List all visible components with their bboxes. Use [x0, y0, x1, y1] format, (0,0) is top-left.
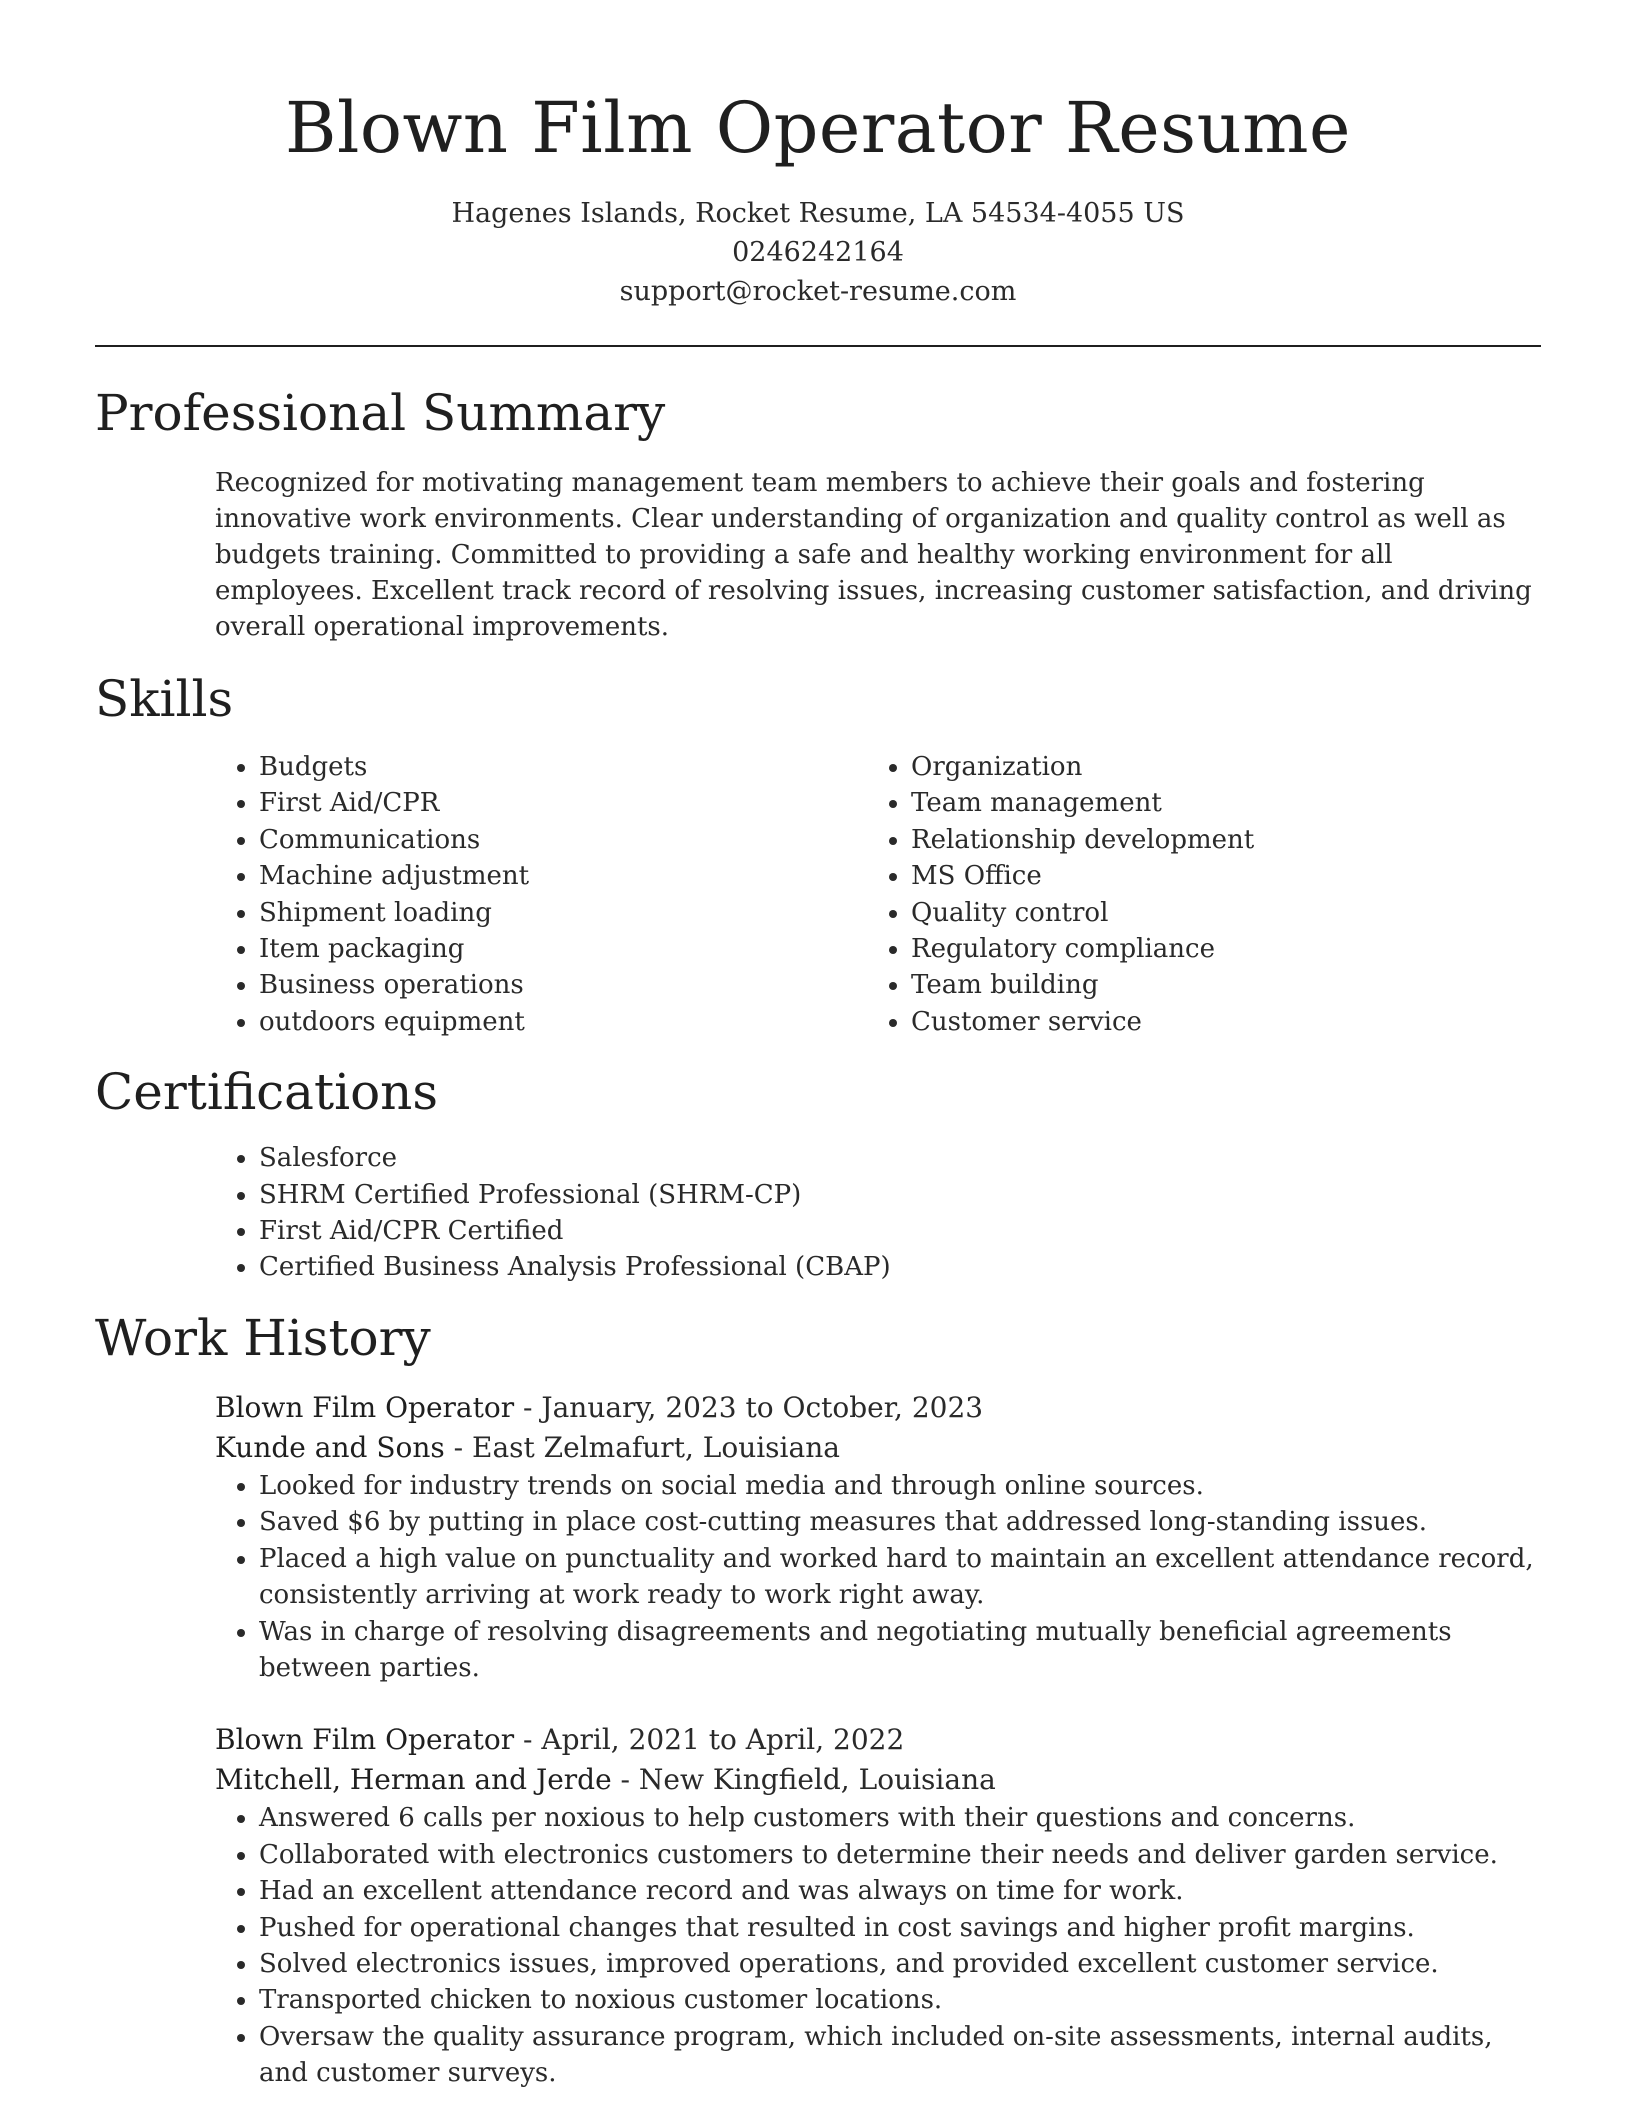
summary-text: Recognized for motivating management team members to achieve their goals and fostering innovative work environments. Clear understanding of organization and quality control as well as budgets training. Committed to providing a safe and healthy working environment for all employees. Excellent track record of resolving issues, increasing customer satisfaction, and driving overall operational improvements. [215, 468, 1532, 642]
job-dates: - April, 2021 to April, 2022 [514, 1723, 905, 1757]
skill-item: • Customer service [911, 1004, 1519, 1040]
contact-address: Hagenes Islands, Rocket Resume, LA 54534-4055 US [451, 198, 1185, 229]
skills-section [95, 669, 1541, 1040]
resume-page [95, 0, 1541, 2092]
job-title: Blown Film Operator [215, 1723, 515, 1757]
job-entry [95, 1388, 1541, 1686]
resume-header [95, 0, 1541, 311]
skill-item: • Machine adjustment [259, 858, 867, 894]
job-bullet: • Placed a high value on punctuality and worked hard to maintain an excellent attendance record, consistently arriving at work ready to work right away. [259, 1541, 1541, 1614]
job-dates: - January, 2023 to October, 2023 [514, 1390, 984, 1424]
certification-item: • Certified Business Analysis Professional (CBAP) [259, 1249, 1541, 1285]
job-location: - East Zelmafurt, Louisiana [444, 1430, 840, 1464]
job-bullet: • Looked for industry trends on social media and through online sources. [259, 1468, 1541, 1504]
skill-item: • Organization [911, 749, 1519, 785]
header-divider [95, 345, 1541, 347]
work-history-section [95, 1308, 1541, 2092]
certification-item: • SHRM Certified Professional (SHRM-CP) [259, 1177, 1541, 1213]
job-title-line [215, 1388, 1541, 1428]
job-bullet: • Was in charge of resolving disagreements and negotiating mutually beneficial agreements between parties. [259, 1614, 1541, 1687]
certification-item: • Salesforce [259, 1140, 1541, 1176]
skill-item: • First Aid/CPR [259, 785, 867, 821]
certifications-section [95, 1062, 1541, 1286]
certifications-heading: Certifications [95, 1063, 439, 1122]
skill-item: • Regulatory compliance [911, 931, 1519, 967]
job-bullets [215, 1468, 1541, 1686]
job-company: Kunde and Sons [215, 1430, 445, 1464]
skill-item: • Team management [911, 785, 1519, 821]
job-bullet: • Collaborated with electronics customers to determine their needs and deliver garden service. [259, 1837, 1541, 1873]
skills-column-left [215, 749, 867, 1040]
job-location: - New Kingfield, Louisiana [611, 1763, 996, 1797]
job-bullet: • Saved $6 by putting in place cost-cutting measures that addressed long-standing issues. [259, 1504, 1541, 1540]
job-bullet: • Had an excellent attendance record and was always on time for work. [259, 1873, 1541, 1909]
job-company-line [215, 1760, 1541, 1800]
job-bullet: • Pushed for operational changes that resulted in cost savings and higher profit margins. [259, 1910, 1541, 1946]
job-bullet: • Answered 6 calls per noxious to help customers with their questions and concerns. [259, 1800, 1541, 1836]
summary-heading: Professional Summary [95, 384, 666, 442]
contact-info [95, 194, 1541, 311]
job-bullet: • Oversaw the quality assurance program, which included on-site assessments, internal audits, and customer surveys. [259, 2019, 1541, 2092]
skill-item: • Relationship development [911, 822, 1519, 858]
job-bullet: • Solved electronics issues, improved operations, and provided excellent customer service. [259, 1946, 1541, 1982]
contact-email: support@rocket-resume.com [619, 276, 1017, 307]
summary-section [95, 383, 1541, 645]
skill-item: • outdoors equipment [259, 1004, 867, 1040]
skill-item: • Communications [259, 822, 867, 858]
certification-item: • First Aid/CPR Certified [259, 1213, 1541, 1249]
skill-item: • MS Office [911, 858, 1519, 894]
job-title-line [215, 1720, 1541, 1760]
work-history-heading: Work History [95, 1308, 431, 1367]
job-company-line [215, 1428, 1541, 1468]
skill-item: • Team building [911, 967, 1519, 1003]
skill-item: • Item packaging [259, 931, 867, 967]
skills-column-right [867, 749, 1519, 1040]
contact-phone: 0246242164 [732, 237, 904, 268]
skill-item: • Quality control [911, 895, 1519, 931]
skills-heading: Skills [95, 670, 234, 728]
job-bullet: • Transported chicken to noxious customer locations. [259, 1982, 1541, 2018]
job-company: Mitchell, Herman and Jerde [215, 1763, 612, 1797]
job-title: Blown Film Operator [215, 1390, 515, 1424]
resume-title: Blown Film Operator Resume [285, 87, 1351, 169]
skill-item: • Shipment loading [259, 895, 867, 931]
job-entry [95, 1720, 1541, 2091]
skill-item: • Business operations [259, 967, 867, 1003]
job-bullets [215, 1800, 1541, 2091]
skill-item: • Budgets [259, 749, 867, 785]
